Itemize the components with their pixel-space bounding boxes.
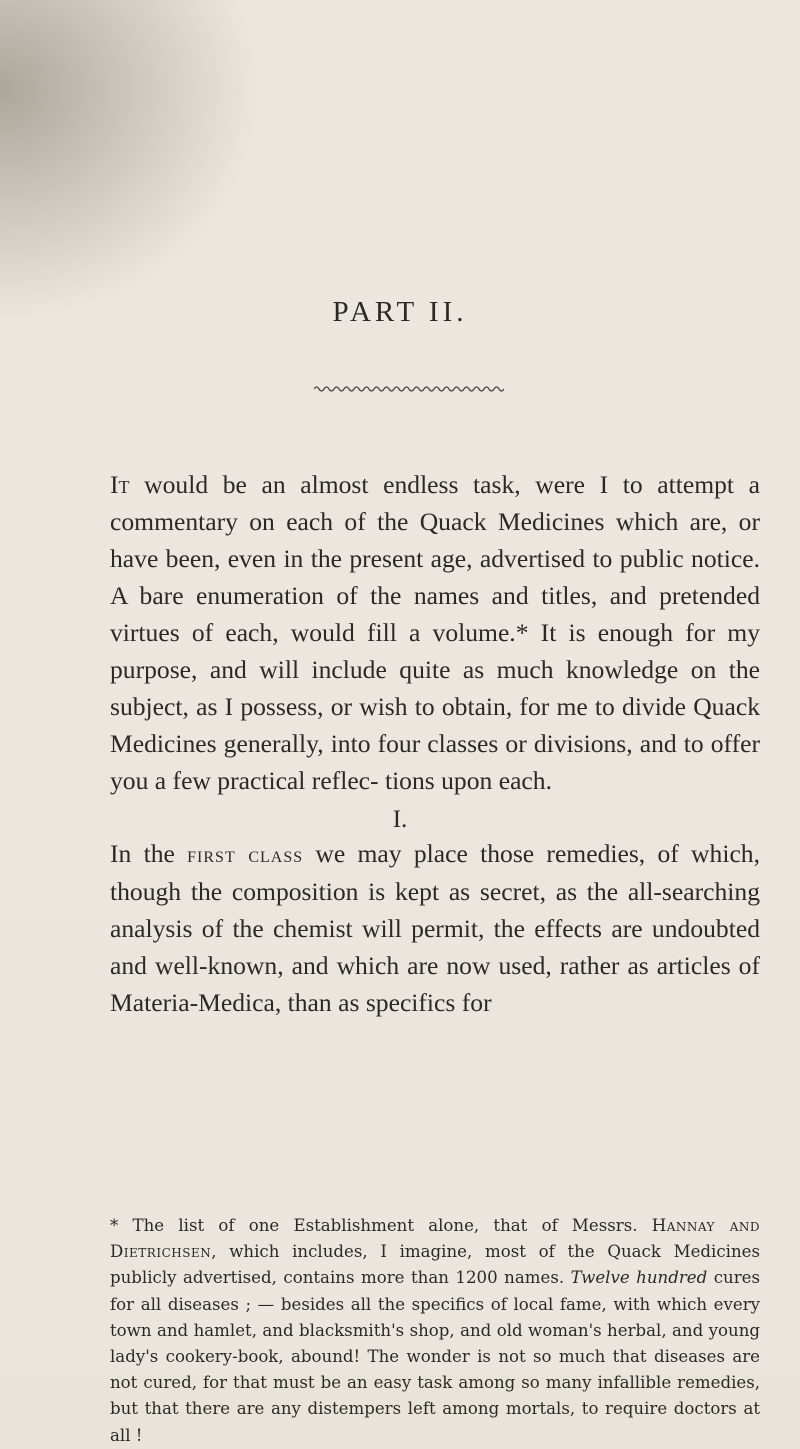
footnote-lead: * The list of one Establishment alone, that of Messrs. (110, 1216, 652, 1235)
footnote-rest: cures for all diseases ; — besides all the specifics of local fame, with which every town and hamlet, and blacksmith's shop, and old woman's herbal, and young lady's cookery-book, abound! The wonder is not so much that diseases are not cured, for that must be an easy task among so many infallible remedies, but that there are any distempers left among mortals, to require doctors at all ! (110, 1268, 761, 1445)
paragraph-intro (110, 466, 760, 799)
footnote-italic-phrase: Twelve hundred (570, 1268, 708, 1288)
footnote (110, 1213, 760, 1449)
paragraph-first-class (110, 835, 760, 1021)
footnote-firm-name: Hannay and Dietrichsen (110, 1216, 760, 1262)
footnote-mid: , which includes, I imagine, most of the Quack Medicines publicly advertised, contains more than 1200 names. (110, 1242, 760, 1288)
paragraph-intro-first-word: It (110, 470, 130, 499)
wavy-rule-ornament (314, 385, 504, 393)
section-number: I. (392, 806, 408, 833)
first-class-smallcaps: first class (187, 842, 304, 867)
paragraph-first-class-text: we may place those remedies, of which, though the composition is kept as secret, as the all-searching analysis of the chemist will permit, the effects are undoubted and well-known, and which are now used, rather as articles of Materia-Medica, than as specifics for (110, 839, 761, 1017)
paragraph-first-class-lead: In the (110, 839, 188, 868)
paragraph-intro-text: would be an almost endless task, were I to attempt a commentary on each of the Quack Medicines which are, or have been, even in the present age, advertised to public notice. A bare enumeration of the names and titles, and pretended virtues of each, would fill a volume.* It is enough for my purpose, and will include quite as much knowledge on the subject, as I possess, or wish to obtain, for me to divide Quack Medicines generally, into four classes or divisions, and to offer you a few practical reflec- tions upon each. (110, 470, 760, 795)
part-heading: PART II. (332, 296, 468, 328)
